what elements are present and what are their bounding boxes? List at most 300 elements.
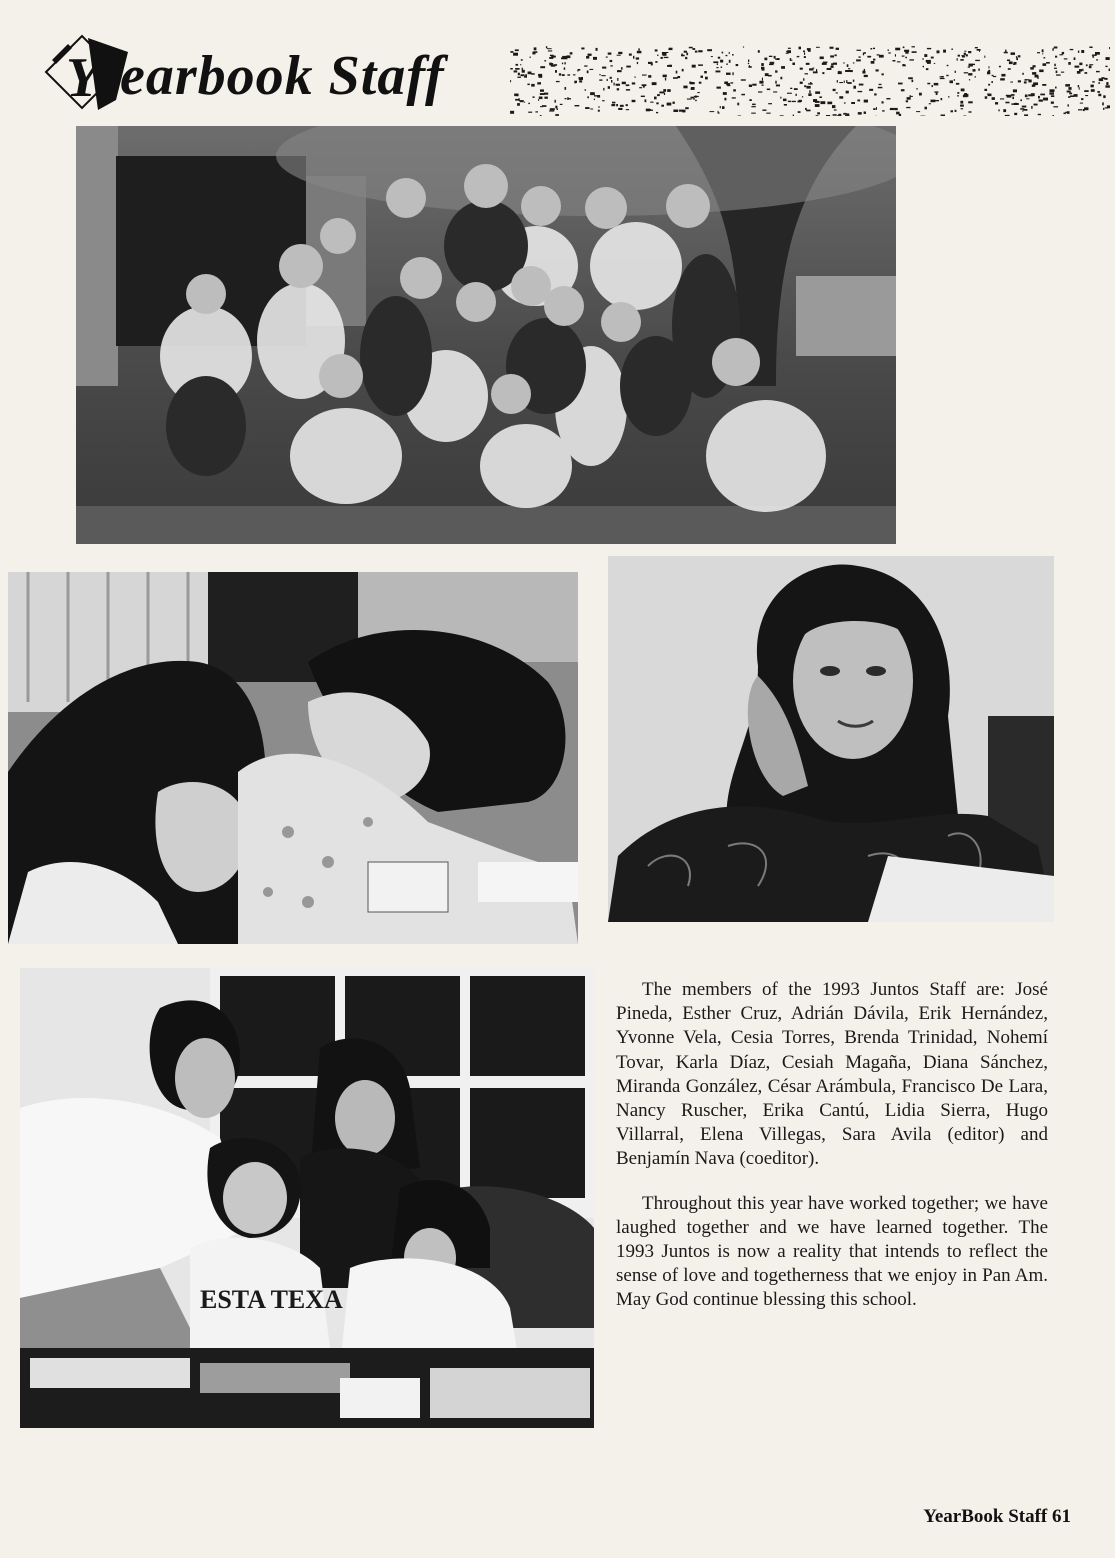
texture-speck [620,105,624,107]
texture-speck [768,103,772,104]
texture-speck [950,80,954,83]
texture-speck [695,100,697,102]
texture-speck [626,84,630,86]
texture-speck [1068,104,1069,106]
texture-speck [948,96,949,98]
texture-speck [1035,75,1039,78]
texture-speck [1056,74,1061,75]
texture-speck [590,92,595,95]
texture-speck [790,88,792,89]
texture-speck [667,89,671,92]
texture-speck [1091,89,1095,92]
texture-speck [699,82,702,84]
texture-speck [579,77,582,80]
texture-speck [941,115,945,117]
texture-speck [769,56,773,57]
texture-speck [587,71,589,74]
texture-speck [1024,81,1027,83]
texture-speck [1089,47,1092,49]
texture-speck [1089,66,1092,69]
texture-speck [548,50,552,51]
texture-speck [857,50,862,51]
texture-speck [780,115,784,116]
texture-speck [1095,52,1100,55]
texture-speck [882,110,884,111]
texture-speck [632,100,636,102]
texture-speck [923,66,924,68]
texture-speck [587,96,589,98]
texture-speck [792,101,796,102]
texture-speck [830,55,834,57]
texture-speck [961,55,964,56]
texture-speck [521,74,525,76]
texture-speck [694,96,699,97]
texture-speck [1038,114,1041,115]
texture-speck [639,87,642,88]
texture-speck [642,84,647,86]
texture-speck [565,98,567,99]
texture-speck [521,59,523,61]
texture-speck [960,59,964,61]
texture-speck [1051,95,1054,97]
page-title: earbook Staff [120,45,445,107]
texture-speck [510,51,513,53]
texture-speck [804,85,806,87]
texture-speck [1051,102,1054,104]
texture-speck [736,64,739,66]
texture-speck [775,70,777,72]
texture-speck [1084,107,1089,110]
texture-speck [766,113,770,114]
texture-speck [985,96,988,99]
texture-speck [531,73,535,75]
texture-speck [1079,63,1082,66]
texture-speck [893,60,896,62]
texture-speck [1011,53,1012,54]
texture-speck [847,82,851,84]
texture-speck [1034,85,1036,86]
texture-speck [1042,84,1046,86]
texture-speck [762,78,763,81]
texture-speck [618,108,622,110]
texture-speck [800,82,803,84]
texture-speck [1084,90,1089,92]
texture-speck [616,84,620,86]
texture-speck [599,79,602,80]
texture-speck [540,93,545,95]
texture-speck [569,98,572,99]
texture-speck [518,73,520,76]
texture-speck [602,100,604,101]
texture-speck [617,88,619,90]
texture-speck [1067,91,1071,93]
texture-speck [1092,56,1094,58]
texture-speck [737,103,739,106]
texture-speck [1068,62,1071,65]
texture-speck [611,80,612,83]
photo-group-staff-icon [76,126,896,544]
texture-speck [912,51,917,53]
texture-speck [686,53,688,56]
texture-speck [1104,78,1107,80]
texture-speck [692,65,696,68]
texture-speck [940,78,945,79]
texture-speck [528,103,530,104]
texture-speck [1085,72,1088,74]
texture-speck [853,80,855,82]
texture-speck [1033,65,1036,67]
texture-speck [794,88,798,90]
texture-speck [1043,63,1047,66]
texture-speck [513,53,518,56]
texture-speck [679,110,684,112]
texture-speck [882,101,884,103]
texture-speck [729,52,730,54]
texture-speck [576,81,577,83]
texture-speck [843,62,844,64]
texture-speck [632,82,635,84]
texture-speck [876,69,879,71]
texture-speck [676,71,678,74]
texture-speck [857,100,860,102]
texture-speck [1031,106,1032,109]
texture-speck [817,112,820,114]
texture-speck [562,74,565,76]
texture-speck [969,111,972,112]
texture-speck [650,102,653,103]
texture-speck [540,115,542,116]
texture-speck [588,54,592,56]
texture-speck [1078,85,1079,87]
texture-speck [836,92,838,93]
texture-speck [957,92,959,94]
texture-speck [806,86,810,89]
texture-speck [751,113,756,114]
texture-speck [695,51,698,53]
texture-speck [822,72,824,74]
texture-speck [1054,47,1058,49]
texture-speck [1081,98,1083,100]
texture-speck [584,65,587,66]
texture-speck [726,64,728,65]
texture-speck [987,94,991,95]
texture-speck [845,115,849,116]
texture-speck [705,77,708,80]
group-photo [76,126,896,544]
texture-speck [905,57,907,58]
texture-speck [657,55,658,57]
texture-speck [1061,72,1064,73]
texture-speck [701,76,704,78]
texture-speck [864,52,866,54]
texture-speck [547,48,552,49]
texture-speck [869,89,873,91]
texture-speck [806,110,811,112]
texture-speck [984,56,985,58]
texture-speck [1106,82,1108,85]
texture-speck [879,55,884,58]
texture-speck [533,51,537,53]
texture-speck [946,75,948,76]
texture-speck [958,55,960,57]
texture-speck [626,104,628,106]
texture-speck [803,78,804,81]
texture-speck [797,56,800,57]
texture-speck [685,107,689,109]
texture-speck [749,99,751,101]
texture-speck [748,63,749,64]
texture-speck [844,81,845,83]
texture-speck [718,112,720,113]
texture-speck [837,80,838,83]
texture-speck [664,57,669,58]
texture-speck [559,73,561,75]
texture-speck [805,73,809,74]
texture-speck [846,91,849,94]
texture-speck [916,88,918,89]
texture-speck [1016,58,1018,61]
texture-speck [955,71,956,73]
texture-speck [901,89,905,91]
texture-speck [668,49,670,50]
texture-speck [864,112,866,114]
texture-speck [691,87,695,90]
texture-speck [833,63,837,65]
texture-speck [1038,96,1040,99]
texture-speck [957,58,958,61]
texture-speck [878,87,883,89]
texture-speck [1008,68,1011,70]
texture-speck [612,102,615,104]
texture-speck [1039,100,1043,102]
texture-speck [531,84,535,87]
texture-speck [935,100,939,101]
texture-speck [634,77,636,78]
texture-speck [968,101,973,103]
texture-speck [926,68,929,70]
texture-speck [749,85,752,88]
texture-speck [614,83,615,86]
texture-speck [973,69,976,72]
texture-speck [781,66,785,69]
caption-paragraph-message: Throughout this year have worked together; we have laughed together and we have learned together. The 1993 Juntos is now a reality that intends to reflect the sense of love and togetherness that we enjoy in Pan Am. May God continue blessing this school. [616,1192,1048,1311]
texture-speck [730,82,733,83]
texture-speck [602,67,606,69]
texture-speck [984,89,987,91]
texture-speck [979,49,980,52]
texture-speck [903,47,905,49]
texture-speck [1099,78,1103,81]
texture-speck [738,116,742,117]
texture-speck [664,93,665,95]
texture-speck [1023,109,1027,111]
texture-speck [727,85,730,86]
texture-speck [793,115,794,116]
texture-speck [993,76,996,77]
texture-speck [957,95,959,96]
texture-speck [783,99,787,102]
texture-speck [681,55,685,57]
texture-speck [607,79,608,81]
texture-speck [586,56,589,59]
staff-caption [616,978,1048,1333]
texture-speck [767,89,770,91]
texture-speck [517,94,519,96]
texture-speck [542,105,547,107]
texture-speck [711,56,713,57]
texture-speck [909,59,914,60]
texture-speck [1016,56,1017,58]
texture-speck [1074,94,1078,97]
texture-speck [799,47,802,50]
texture-speck [927,48,931,49]
texture-speck [968,51,971,53]
texture-speck [833,114,837,116]
texture-speck [752,84,756,86]
texture-speck [517,103,520,106]
texture-speck [886,98,890,99]
texture-speck [510,68,513,70]
texture-speck [799,100,802,102]
texture-speck [522,70,525,73]
texture-speck [906,107,910,108]
texture-speck [617,78,618,81]
texture-speck [1042,53,1043,54]
texture-speck [816,69,817,72]
texture-speck [1059,54,1063,55]
texture-speck [538,99,539,101]
texture-speck [1050,89,1055,92]
texture-speck [546,46,547,48]
texture-speck [1003,109,1006,112]
texture-speck [633,56,634,59]
texture-speck [1082,69,1083,71]
texture-speck [585,89,586,91]
texture-speck [610,77,612,79]
texture-speck [941,98,943,100]
texture-speck [617,70,622,72]
texture-speck [961,89,965,92]
texture-speck [544,60,546,61]
texture-speck [648,62,653,64]
texture-speck [1025,79,1029,80]
texture-speck [833,89,836,91]
texture-speck [721,67,723,68]
texture-speck [710,111,715,112]
texture-speck [608,86,610,89]
texture-speck [579,80,582,82]
texture-speck [802,96,803,97]
texture-speck [806,63,810,65]
texture-speck [969,79,970,80]
texture-speck [616,104,618,106]
texture-speck [1011,103,1016,104]
texture-speck [787,93,792,94]
texture-speck [931,57,934,59]
texture-speck [862,71,865,74]
texture-speck [707,49,712,51]
texture-speck [816,47,820,48]
texture-speck [932,85,933,87]
texture-speck [540,66,545,68]
texture-speck [776,85,780,87]
texture-speck [964,53,966,55]
texture-speck [652,82,657,85]
texture-speck [661,105,664,107]
texture-speck [1054,64,1056,66]
texture-speck [873,59,875,61]
texture-speck [943,50,946,53]
texture-speck [904,50,909,52]
texture-speck [677,76,680,78]
texture-speck [911,96,913,97]
texture-speck [528,72,532,75]
texture-speck [1092,81,1094,82]
texture-speck [1068,87,1071,90]
texture-speck [685,57,687,59]
texture-speck [769,64,774,65]
texture-speck [809,68,813,70]
texture-speck [1098,94,1101,97]
texture-speck [606,57,608,58]
texture-speck [1005,102,1009,104]
two-students-photo [8,572,578,944]
texture-speck [535,111,538,112]
texture-speck [518,98,519,101]
texture-speck [724,98,726,101]
texture-speck [549,57,553,59]
texture-speck [968,67,970,68]
texture-speck [555,114,559,116]
texture-speck [1056,71,1058,74]
texture-speck [951,110,954,112]
texture-speck [1022,106,1027,108]
texture-speck [1098,82,1100,84]
texture-speck [524,102,525,103]
texture-speck [964,72,968,73]
texture-speck [1005,50,1006,53]
texture-speck [656,102,658,104]
texture-speck [780,97,781,99]
texture-speck [895,108,898,110]
texture-speck [621,67,623,69]
texture-speck [906,100,908,102]
texture-speck [859,56,861,57]
texture-speck [838,71,842,74]
texture-speck [864,100,868,103]
texture-speck [720,106,721,108]
texture-speck [864,75,868,77]
texture-speck [1105,66,1107,67]
texture-speck [726,73,731,75]
texture-speck [1078,51,1079,53]
texture-speck [853,86,856,89]
texture-speck [888,50,890,51]
texture-speck [882,73,884,75]
texture-speck [689,47,693,49]
texture-speck [931,100,936,103]
texture-speck [540,89,544,91]
texture-speck [804,56,806,58]
texture-speck [773,91,777,92]
texture-speck [622,82,626,85]
texture-speck [1020,99,1022,101]
texture-speck [716,71,721,73]
texture-speck [729,60,731,63]
texture-speck [934,91,938,92]
texture-speck [832,105,835,108]
texture-speck [1097,91,1100,93]
